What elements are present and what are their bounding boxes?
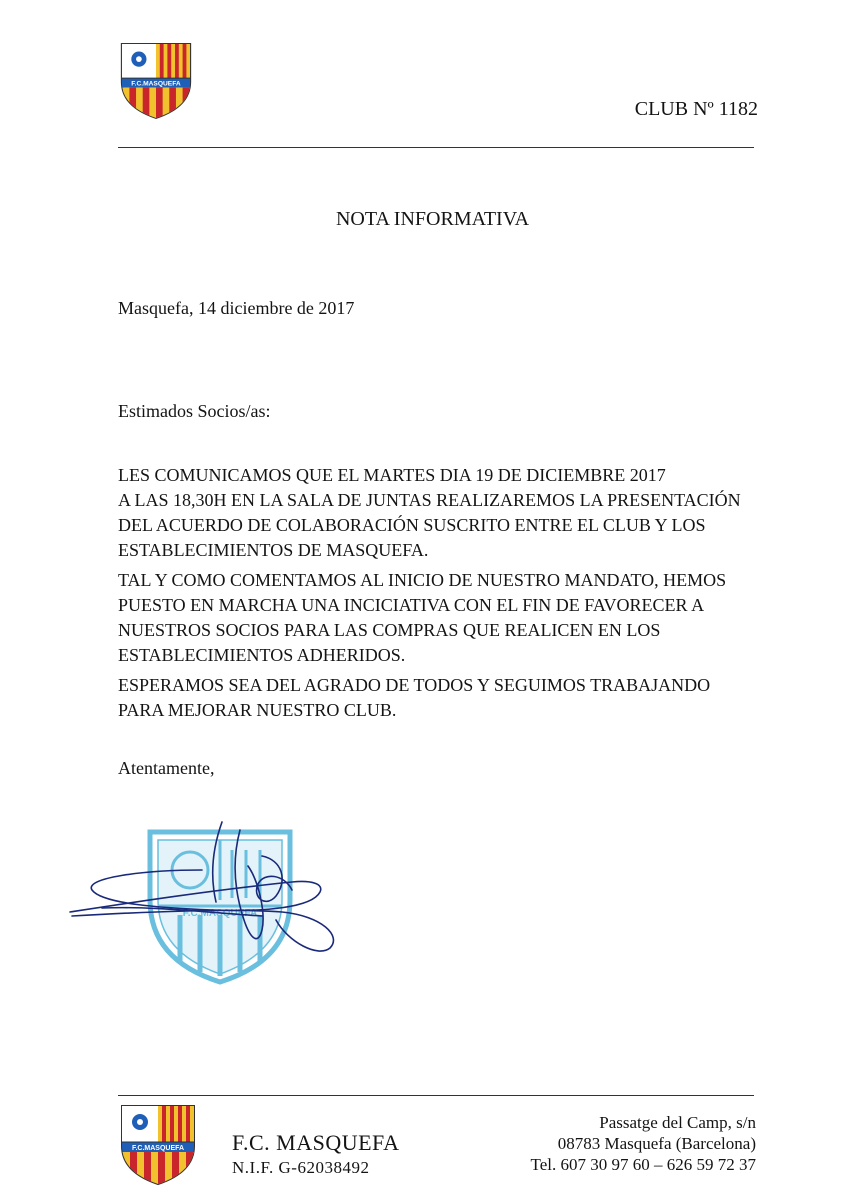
paragraph-line: PUESTO EN MARCHA UNA INCICIATIVA CON EL FIN DE FAVORECER A <box>118 595 705 615</box>
crest-text: F.C.MASQUEFA <box>131 1145 185 1152</box>
club-stamp-with-signature <box>62 820 352 985</box>
footer-divider <box>118 1095 754 1096</box>
crest-text: F.C.MASQUEFA <box>131 80 181 88</box>
phone-line: Tel. 607 30 97 60 – 626 59 72 37 <box>530 1155 756 1174</box>
paragraph-line: DEL ACUERDO DE COLABORACIÓN SUSCRITO ENTRE EL CLUB Y LOS <box>118 515 706 535</box>
footer-nif: N.I.F. G-62038492 <box>232 1158 370 1177</box>
address-line: Passatge del Camp, s/n <box>599 1113 756 1132</box>
address-line: 08783 Masquefa (Barcelona) <box>557 1134 756 1153</box>
footer-crest-logo <box>118 1102 198 1186</box>
date-line: Masquefa, 14 diciembre de 2017 <box>118 298 355 318</box>
paragraph-1 <box>118 463 758 563</box>
greeting: Estimados Socios/as: <box>118 401 271 421</box>
document-title: NOTA INFORMATIVA <box>335 208 530 230</box>
club-number: CLUB Nº 1182 <box>634 98 758 120</box>
stamp-text: F.C.MASQUEFA <box>182 908 258 919</box>
club-crest-logo <box>118 40 194 120</box>
paragraph-line: NUESTROS SOCIOS PARA LAS COMPRAS QUE REALICEN EN LOS <box>118 620 661 640</box>
paragraph-line: PARA MEJORAR NUESTRO CLUB. <box>118 700 397 720</box>
paragraph-line: ESPERAMOS SEA DEL AGRADO DE TODOS Y SEGUIMOS TRABAJANDO <box>118 675 711 695</box>
paragraph-line: ESTABLECIMIENTOS ADHERIDOS. <box>118 645 406 665</box>
paragraph-line: ESTABLECIMIENTOS DE MASQUEFA. <box>118 540 429 560</box>
paragraph-2 <box>118 568 758 668</box>
header-divider <box>118 147 754 148</box>
paragraph-line: A LAS 18,30H EN LA SALA DE JUNTAS REALIZAREMOS LA PRESENTACIÓN <box>118 490 741 510</box>
footer-club-name: F.C. MASQUEFA <box>232 1130 400 1155</box>
paragraph-line: TAL Y COMO COMENTAMOS AL INICIO DE NUESTRO MANDATO, HEMOS <box>118 570 727 590</box>
closing: Atentamente, <box>118 758 215 778</box>
paragraph-line: LES COMUNICAMOS QUE EL MARTES DIA 19 DE DICIEMBRE 2017 <box>118 465 666 485</box>
paragraph-3 <box>118 673 758 723</box>
footer-address <box>500 1112 756 1175</box>
